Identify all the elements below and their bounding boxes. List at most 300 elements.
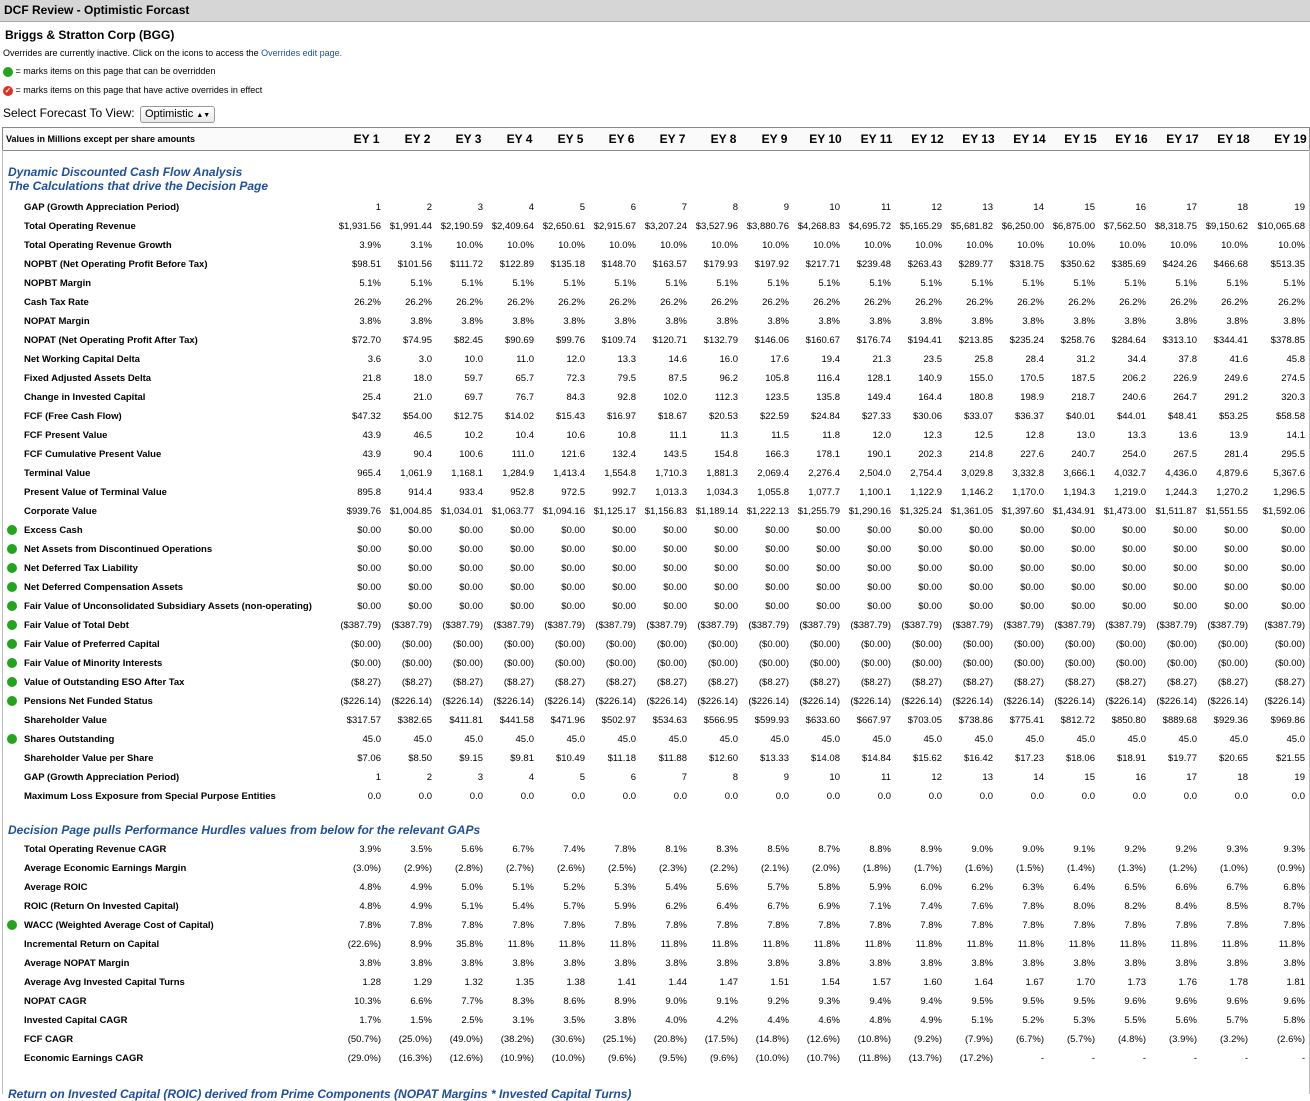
- section2-title: Decision Page pulls Performance Hurdles values from below for the relevant GAPs: [8, 823, 481, 837]
- cell-value: 3.5%: [410, 844, 432, 855]
- cell-value: 1,146.2: [961, 487, 993, 498]
- cell-value: $0.00: [612, 563, 636, 574]
- cell-value: 8.0%: [1073, 901, 1095, 912]
- table-row: [3, 859, 1309, 878]
- cell-value: (6.7%): [1016, 1034, 1044, 1045]
- cell-value: $3,527.96: [695, 221, 738, 232]
- cell-value: 45.0: [362, 734, 381, 745]
- cell-value: -: [1301, 1053, 1305, 1064]
- cell-value: $30.06: [912, 411, 942, 422]
- cell-value: ($0.00): [860, 658, 891, 669]
- cell-value: 12.5: [974, 430, 993, 441]
- override-icon[interactable]: [7, 525, 17, 535]
- cell-value: 3.8%: [359, 316, 381, 327]
- row-label: NOPAT (Net Operating Profit After Tax): [24, 335, 198, 346]
- cell-value: 9.0%: [971, 844, 993, 855]
- cell-value: 12: [931, 772, 942, 783]
- cell-value: $0.00: [459, 601, 483, 612]
- cell-value: 6.6%: [1175, 882, 1197, 893]
- cell-value: $18.91: [1116, 753, 1146, 764]
- cell-value: $18.06: [1065, 753, 1095, 764]
- row-label: Net Working Capital Delta: [24, 354, 140, 365]
- cell-value: (50.7%): [347, 1034, 381, 1045]
- cell-value: ($226.14): [595, 696, 636, 707]
- cell-value: $15.43: [555, 411, 585, 422]
- cell-value: (14.8%): [755, 1034, 789, 1045]
- cell-value: 155.0: [969, 373, 993, 384]
- cell-value: 0.0: [979, 791, 993, 802]
- cell-value: 8: [732, 772, 738, 783]
- cell-value: ($0.00): [860, 639, 891, 650]
- cell-value: $99.76: [555, 335, 585, 346]
- cell-value: $47.32: [351, 411, 381, 422]
- row-label: NOPAT CAGR: [24, 996, 87, 1007]
- cell-value: 9.5%: [971, 996, 993, 1007]
- dcf-table: [2, 150, 1310, 1101]
- cell-value: 3.8%: [767, 958, 789, 969]
- cell-value: 9.2%: [1175, 844, 1197, 855]
- cell-value: -: [1142, 1053, 1146, 1064]
- row-label: Net Deferred Tax Liability: [24, 563, 138, 574]
- cell-value: 3.8%: [869, 316, 891, 327]
- override-icon[interactable]: [7, 920, 17, 930]
- cell-value: 10.0%: [1221, 240, 1248, 251]
- cell-value: 267.5: [1173, 449, 1197, 460]
- cell-value: 5.8%: [1283, 1015, 1305, 1026]
- cell-value: (5.7%): [1067, 1034, 1095, 1045]
- cell-value: ($0.00): [1217, 658, 1248, 669]
- cell-value: ($387.79): [799, 620, 840, 631]
- cell-value: 26.2%: [660, 297, 687, 308]
- cell-value: 264.7: [1173, 392, 1197, 403]
- cell-value: 26.2%: [354, 297, 381, 308]
- cell-value: (2.2%): [710, 863, 738, 874]
- cell-value: ($226.14): [799, 696, 840, 707]
- cell-value: 15: [1084, 772, 1095, 783]
- cell-value: $424.26: [1162, 259, 1197, 270]
- table-row: [3, 878, 1309, 897]
- cell-value: $0.00: [510, 525, 534, 536]
- cell-value: (1.2%): [1169, 863, 1197, 874]
- cell-value: 10.0%: [813, 240, 840, 251]
- cell-value: 45.0: [413, 734, 432, 745]
- cell-value: 9.6%: [1175, 996, 1197, 1007]
- cell-value: $24.84: [810, 411, 840, 422]
- cell-value: $0.00: [1281, 525, 1305, 536]
- cell-value: 5: [579, 772, 585, 783]
- cell-value: $0.00: [408, 525, 432, 536]
- cell-value: $2,409.64: [491, 221, 534, 232]
- row-label: Corporate Value: [24, 506, 97, 517]
- cell-value: 0.0: [571, 791, 585, 802]
- cell-value: 0.0: [1132, 791, 1146, 802]
- cell-value: $1,397.60: [1001, 506, 1044, 517]
- cell-value: 3.8%: [767, 316, 789, 327]
- cell-value: 143.5: [663, 449, 687, 460]
- cell-value: $22.59: [759, 411, 789, 422]
- cell-value: 87.5: [668, 373, 687, 384]
- company-name: Briggs & Stratton Corp (BGG): [5, 28, 175, 42]
- year-header: EY 9: [761, 132, 788, 146]
- cell-value: (16.3%): [398, 1053, 432, 1064]
- cell-value: 10.0%: [1017, 240, 1044, 251]
- cell-value: ($226.14): [1054, 696, 1095, 707]
- cell-value: 37.8: [1178, 354, 1197, 365]
- cell-value: 7.8%: [869, 920, 891, 931]
- table-row: [3, 749, 1309, 768]
- cell-value: $1,255.79: [797, 506, 840, 517]
- cell-value: (4.8%): [1118, 1034, 1146, 1045]
- cell-value: 6.4%: [1073, 882, 1095, 893]
- cell-value: $1,189.14: [695, 506, 738, 517]
- cell-value: ($387.79): [1207, 620, 1248, 631]
- cell-value: 135.8: [816, 392, 840, 403]
- section1-subtitle: The Calculations that drive the Decision Page: [8, 179, 269, 193]
- cell-value: 45.0: [1127, 734, 1146, 745]
- cell-value: $0.00: [561, 563, 585, 574]
- cell-value: ($387.79): [901, 620, 942, 631]
- cell-value: (3.2%): [1220, 1034, 1248, 1045]
- cell-value: (38.2%): [500, 1034, 534, 1045]
- cell-value: $235.24: [1009, 335, 1044, 346]
- cell-value: 19: [1294, 202, 1305, 213]
- cell-value: $0.00: [357, 601, 381, 612]
- cell-value: $1,156.83: [644, 506, 687, 517]
- override-icon[interactable]: [7, 639, 17, 649]
- year-header: EY 17: [1166, 132, 1199, 146]
- cell-value: 11.3: [720, 430, 738, 441]
- cell-value: 45.0: [515, 734, 534, 745]
- cell-value: 6.6%: [410, 996, 432, 1007]
- cell-value: 3.8%: [1022, 316, 1044, 327]
- cell-value: $0.00: [1122, 563, 1146, 574]
- row-label: FCF (Free Cash Flow): [24, 411, 122, 422]
- cell-value: (12.6%): [449, 1053, 483, 1064]
- cell-value: 18: [1237, 202, 1248, 213]
- cell-value: $194.41: [907, 335, 942, 346]
- cell-value: $502.97: [601, 715, 636, 726]
- cell-value: 5.1%: [971, 278, 993, 289]
- cell-value: $0.00: [510, 582, 534, 593]
- cell-value: $120.71: [652, 335, 687, 346]
- cell-value: 9.6%: [1226, 996, 1248, 1007]
- cell-value: $0.00: [459, 582, 483, 593]
- table-row: [3, 578, 1309, 597]
- cell-value: 0.0: [1081, 791, 1095, 802]
- cell-value: 3.8%: [1226, 958, 1248, 969]
- cell-value: 3: [477, 202, 483, 213]
- cell-value: 1.35: [515, 977, 534, 988]
- override-icon[interactable]: [7, 658, 17, 668]
- cell-value: $0.00: [714, 563, 738, 574]
- cell-value: $0.00: [1071, 563, 1095, 574]
- cell-value: 7.8%: [359, 920, 381, 931]
- table-row: [3, 255, 1309, 274]
- cell-value: $3,207.24: [644, 221, 687, 232]
- legend-red: [3, 85, 262, 96]
- cell-value: 13.9: [1229, 430, 1248, 441]
- row-label: Fair Value of Minority Interests: [24, 658, 163, 669]
- cell-value: 5.1%: [1175, 278, 1197, 289]
- cell-value: $0.00: [510, 563, 534, 574]
- cell-value: 8.6%: [563, 996, 585, 1007]
- override-icon[interactable]: [7, 544, 17, 554]
- table-row: [3, 973, 1309, 992]
- row-label: ROIC (Return On Invested Capital): [24, 901, 179, 912]
- cell-value: 26.2%: [1119, 297, 1146, 308]
- cell-value: 9.3%: [1283, 844, 1305, 855]
- cell-value: 3.1%: [512, 1015, 534, 1026]
- cell-value: 140.9: [918, 373, 942, 384]
- cell-value: 5.5%: [1124, 1015, 1146, 1026]
- cell-value: 5.9%: [869, 882, 891, 893]
- cell-value: $0.00: [408, 582, 432, 593]
- cell-value: 5.1%: [1073, 278, 1095, 289]
- override-icon[interactable]: [7, 563, 17, 573]
- cell-value: 1.32: [464, 977, 483, 988]
- cell-value: 17.6: [770, 354, 789, 365]
- cell-value: ($226.14): [340, 696, 381, 707]
- override-icon[interactable]: [7, 677, 17, 687]
- cell-value: ($0.00): [911, 658, 942, 669]
- cell-value: 5.1%: [818, 278, 840, 289]
- override-icon[interactable]: [7, 620, 17, 630]
- cell-value: ($8.27): [1166, 677, 1197, 688]
- legend-red-text: = marks items on this page that have active overrides in effect: [15, 85, 263, 95]
- cell-value: 12.0: [566, 354, 585, 365]
- cell-value: $0.00: [1281, 544, 1305, 555]
- cell-value: 132.4: [612, 449, 636, 460]
- cell-value: 6.0%: [920, 882, 942, 893]
- cell-value: ($0.00): [809, 658, 840, 669]
- cell-value: 7.7%: [461, 996, 483, 1007]
- cell-value: 7.1%: [869, 901, 891, 912]
- cell-value: 227.6: [1020, 449, 1044, 460]
- cell-value: $0.00: [408, 544, 432, 555]
- cell-value: 12: [931, 202, 942, 213]
- cell-value: $9.81: [510, 753, 534, 764]
- cell-value: $36.37: [1014, 411, 1044, 422]
- cell-value: ($0.00): [962, 658, 993, 669]
- cell-value: $889.68: [1162, 715, 1197, 726]
- cell-value: ($0.00): [1115, 658, 1146, 669]
- cell-value: 3: [477, 772, 483, 783]
- cell-value: (2.6%): [1277, 1034, 1305, 1045]
- row-label: Change in Invested Capital: [24, 392, 146, 403]
- cell-value: 25.4: [362, 392, 381, 403]
- cell-value: $1,325.24: [899, 506, 942, 517]
- cell-value: 1.78: [1229, 977, 1248, 988]
- cell-value: $1,063.77: [491, 506, 534, 517]
- cell-value: 4.2%: [716, 1015, 738, 1026]
- cell-value: 11.8%: [609, 939, 636, 950]
- overrides-edit-link[interactable]: Overrides edit page.: [261, 48, 343, 58]
- cell-value: $12.60: [708, 753, 738, 764]
- cell-value: (10.0%): [755, 1053, 789, 1064]
- table-row: [3, 331, 1309, 350]
- cell-value: ($387.79): [952, 620, 993, 631]
- cell-value: 281.4: [1224, 449, 1248, 460]
- cell-value: 116.4: [816, 373, 840, 384]
- cell-value: 3.8%: [614, 1015, 636, 1026]
- cell-value: 26.2%: [456, 297, 483, 308]
- cell-value: (3.0%): [353, 863, 381, 874]
- cell-value: $0.00: [969, 525, 993, 536]
- cell-value: $1,592.06: [1262, 506, 1305, 517]
- cell-value: 31.2: [1076, 354, 1095, 365]
- row-label: Shares Outstanding: [24, 734, 115, 745]
- cell-value: 3.8%: [1283, 958, 1305, 969]
- cell-value: 11.8%: [864, 939, 891, 950]
- cell-value: 10.0: [464, 354, 483, 365]
- cell-value: ($0.00): [452, 639, 483, 650]
- cell-value: 84.3: [566, 392, 585, 403]
- cell-value: 16: [1135, 772, 1146, 783]
- cell-value: 5.1%: [461, 278, 483, 289]
- table-row: [3, 787, 1309, 806]
- cell-value: 5.1%: [359, 278, 381, 289]
- cell-value: $18.67: [657, 411, 687, 422]
- cell-value: $3,880.76: [746, 221, 789, 232]
- cell-value: $98.51: [351, 259, 381, 270]
- cell-value: 7: [681, 772, 687, 783]
- cell-value: 6: [630, 202, 636, 213]
- cell-value: 0.0: [1234, 791, 1248, 802]
- cell-value: (17.5%): [704, 1034, 738, 1045]
- cell-value: 6.3%: [1022, 882, 1044, 893]
- override-icon[interactable]: [7, 734, 17, 744]
- cell-value: $0.00: [714, 544, 738, 555]
- cell-value: $969.86: [1270, 715, 1305, 726]
- cell-value: ($0.00): [707, 658, 738, 669]
- cell-value: 5.4%: [665, 882, 687, 893]
- cell-value: 164.4: [918, 392, 942, 403]
- cell-value: 5.6%: [716, 882, 738, 893]
- cell-value: 45.0: [1178, 734, 1197, 745]
- cell-value: 10.2: [464, 430, 483, 441]
- override-icon[interactable]: [7, 696, 17, 706]
- forecast-select[interactable]: [140, 106, 215, 123]
- cell-value: 3,666.1: [1063, 468, 1095, 479]
- cell-value: 45.0: [1229, 734, 1248, 745]
- cell-value: 11: [881, 772, 891, 783]
- row-label: NOPBT Margin: [24, 278, 92, 289]
- cell-value: 9.0%: [665, 996, 687, 1007]
- cell-value: ($226.14): [544, 696, 585, 707]
- cell-value: 10.0%: [864, 240, 891, 251]
- cell-value: (0.9%): [1277, 863, 1305, 874]
- cell-value: $0.00: [612, 582, 636, 593]
- cell-value: 0.0: [724, 791, 738, 802]
- cell-value: $163.57: [652, 259, 687, 270]
- row-label: Fair Value of Unconsolidated Subsidiary Assets (non-operating): [24, 601, 312, 612]
- window-title: DCF Review - Optimistic Forcast: [0, 0, 1310, 22]
- cell-value: 6.8%: [1283, 882, 1305, 893]
- cell-value: 13: [982, 202, 993, 213]
- cell-value: ($0.00): [503, 639, 534, 650]
- row-label: Fair Value of Total Debt: [24, 620, 129, 631]
- cell-value: $0.00: [1173, 582, 1197, 593]
- cell-value: 10.0%: [1068, 240, 1095, 251]
- table-row: [3, 897, 1309, 916]
- year-header: EY 14: [1013, 132, 1046, 146]
- cell-value: 17: [1186, 202, 1197, 213]
- cell-value: $0.00: [918, 525, 942, 536]
- cell-value: $0.00: [357, 544, 381, 555]
- cell-value: $12.75: [453, 411, 483, 422]
- cell-value: $0.00: [969, 563, 993, 574]
- cell-value: 11: [881, 202, 891, 213]
- row-label: Pensions Net Funded Status: [24, 696, 153, 707]
- cell-value: 11.8%: [1017, 939, 1044, 950]
- cell-value: 11.8%: [558, 939, 585, 950]
- row-label: FCF CAGR: [24, 1034, 74, 1045]
- cell-value: (10.7%): [806, 1053, 840, 1064]
- cell-value: (1.0%): [1220, 863, 1248, 874]
- cell-value: ($8.27): [656, 677, 687, 688]
- cell-value: 8.9%: [614, 996, 636, 1007]
- cell-value: ($8.27): [860, 677, 891, 688]
- cell-value: $0.00: [969, 601, 993, 612]
- cell-value: $0.00: [663, 525, 687, 536]
- cell-value: 4.8%: [359, 882, 381, 893]
- cell-value: $513.35: [1270, 259, 1305, 270]
- cell-value: 3.8%: [869, 958, 891, 969]
- table-row: [3, 768, 1309, 787]
- cell-value: 9.4%: [869, 996, 891, 1007]
- cell-value: 1,013.3: [655, 487, 687, 498]
- cell-value: 1.70: [1076, 977, 1095, 988]
- row-label: Total Operating Revenue Growth: [24, 240, 172, 251]
- table-row: [3, 935, 1309, 954]
- cell-value: $0.00: [765, 525, 789, 536]
- cell-value: 2,069.4: [757, 468, 789, 479]
- cell-value: $317.57: [346, 715, 381, 726]
- row-label: Shareholder Value per Share: [24, 753, 154, 764]
- year-header: EY 19: [1274, 132, 1307, 146]
- cell-value: 3.5%: [563, 1015, 585, 1026]
- cell-value: 178.1: [816, 449, 840, 460]
- cell-value: 0.0: [520, 791, 534, 802]
- cell-value: 1.41: [617, 977, 636, 988]
- table-row: [3, 407, 1309, 426]
- cell-value: (25.1%): [602, 1034, 636, 1045]
- cell-value: 1,077.7: [808, 487, 840, 498]
- cell-value: ($8.27): [1217, 677, 1248, 688]
- row-label: Value of Outstanding ESO After Tax: [24, 677, 185, 688]
- cell-value: $2,915.67: [593, 221, 636, 232]
- override-icon[interactable]: [7, 582, 17, 592]
- cell-value: 3.0: [418, 354, 432, 365]
- cell-value: 7.8%: [716, 920, 738, 931]
- cell-value: 6.7%: [1226, 882, 1248, 893]
- year-header: EY 8: [710, 132, 737, 146]
- cell-value: (49.0%): [449, 1034, 483, 1045]
- override-icon[interactable]: [7, 601, 17, 611]
- cell-value: 5.3%: [1073, 1015, 1095, 1026]
- cell-value: 5.1%: [512, 278, 534, 289]
- cell-value: ($226.14): [901, 696, 942, 707]
- cell-value: $0.00: [969, 582, 993, 593]
- cell-value: $19.77: [1167, 753, 1197, 764]
- cell-value: 26.2%: [864, 297, 891, 308]
- cell-value: 6.7%: [512, 844, 534, 855]
- table-row: [3, 312, 1309, 331]
- cell-value: $0.00: [561, 582, 585, 593]
- cell-value: (1.5%): [1016, 863, 1044, 874]
- table-row: [3, 992, 1309, 1011]
- cell-value: 11.8%: [966, 939, 993, 950]
